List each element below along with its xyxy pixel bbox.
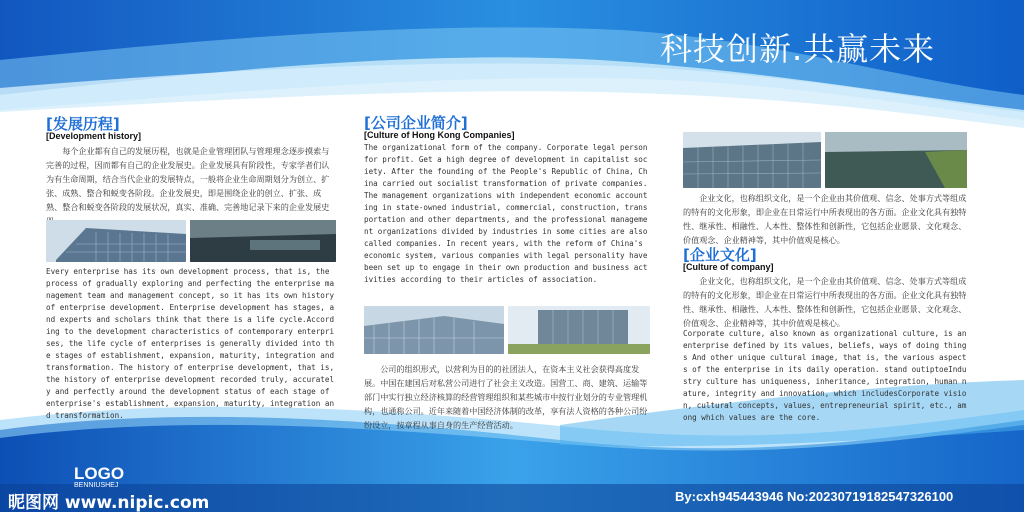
building-photo-3 (364, 306, 504, 354)
development-history-cn-text: 每个企业都有自己的发展历程，也就是企业管理团队与管理理念逐步摸索与完善的过程，因而都有自己的企业发展史。企业发展具有阶段性，专家学者们认为有生命周期，结合当代企业的发展特点，一般将企业生命周期划分为创立、扩张、成熟、整合和蜕变各阶段。企业发展史，即是围绕企业的创立、扩张、成熟、整合和蜕变各阶段的发展状况，真实、准确、完善地记录下来的企业发展史 (46, 146, 330, 212)
corporate-culture-heading: [企业文化] (683, 246, 757, 264)
building-photo-5 (683, 132, 821, 188)
banner-title: 科技创新.共赢未来 (660, 30, 936, 68)
image-id-watermark: By:cxh945443946 No:20230719182547326100 (675, 489, 954, 504)
nipic-watermark: 昵图网 www.nipic.com (8, 493, 210, 513)
building-photo-1 (46, 220, 186, 262)
development-history-heading: [发展历程] (46, 115, 120, 133)
company-profile-heading: [公司企业简介] (364, 114, 468, 132)
company-profile-cn-text: 公司的组织形式，以营利为目的的社团法人，在资本主义社会获得高度发展。中国在建国后对私营公司进行了社会主义改造。国营工、商、建筑、运输等部门中实行独立经济核算的经营管理组织和某些城市中按行业划分的专业管理机构，也通称公司。近年来随着中国经济体制的改革，享有法人资格的各种公司纷纷设立，按章程从事自身的生产经营活动。 (364, 364, 648, 430)
company-profile-subheading: [Culture of Hong Kong Companies] (364, 130, 515, 140)
culture-intro-cn-text: 企业文化，也称组织文化，是一个企业由其价值观、信念、处事方式等组成的特有的文化形象，即企业在日常运行中所表现出的各方面。企业文化具有独特性、继承性、相融性、人本性、整体性和创新性，它包括企业愿景、文化观念、价值观念、企业精神等，其中价值观是核心。 (683, 193, 967, 245)
development-history-subheading: [Development history] (46, 131, 142, 141)
logo-text: LOGO (74, 464, 125, 483)
building-photo-4 (508, 306, 650, 354)
company-profile-en-text: The organizational form of the company. Corporate legal person for profit. Get a high degree of development in capitalist society. After the founding of the People's Republic of China, China carried out socialist transformation of private companies. The management organizations with independent economic accounting in state-owned industrial, commercial, construction, transportation and other departments, and the professional management organizations divided by industries in some cities are also called companies. In recent years, with the reform of China's economic system, various companies with legal personality have been set up to engage in their own production and business activities according to their articles of association. (364, 143, 648, 284)
logo-subtext: BENNIUSHEJ (74, 482, 119, 489)
corporate-culture-en-text: Corporate culture, also known as organizational culture, is an enterprise defined by its values, beliefs, ways of doing things And other unique cultural image, that is, the various aspects of the enterprise in its daily operation. stand outiptoeIndustry culture has uniqueness, inheritance, integration, human nature, integrity and innovation, which includesCorporate vision, cultural concepts, values, entrepreneurial spirit, etc., among which values are the core. (683, 329, 967, 422)
corporate-culture-cn-text: 企业文化，也称组织文化，是一个企业由其价值观、信念、处事方式等组成的特有的文化形象，即企业在日常运行中所表现出的各方面。企业文化具有独特性、继承性、相融性、人本性、整体性和创新性，它包括企业愿景、文化观念、价值观念、企业精神等，其中价值观是核心。 (683, 276, 967, 328)
building-photo-6 (825, 132, 967, 188)
corporate-culture-subheading: [Culture of company] (683, 262, 774, 272)
development-history-en-text: Every enterprise has its own development process, that is, the process of gradually exploring and perfecting the enterprise management team and management concept, so it has its own history of enterprise development. Enterprise development has stages, and experts and scholars think that there is a life cycle.According to the development characteristics of contemporary enterprises, the life cycle of enterprises is generally divided into the stages of establishment, expansion, maturity, integration and transformation. The history of enterprise development, that is, the history of enterprise development recorded truly, accurately and perfectly around the development status of each stage of enterprise's establishment, expansion, maturity, integration and transformation. (46, 267, 335, 420)
building-photo-2 (190, 220, 336, 262)
